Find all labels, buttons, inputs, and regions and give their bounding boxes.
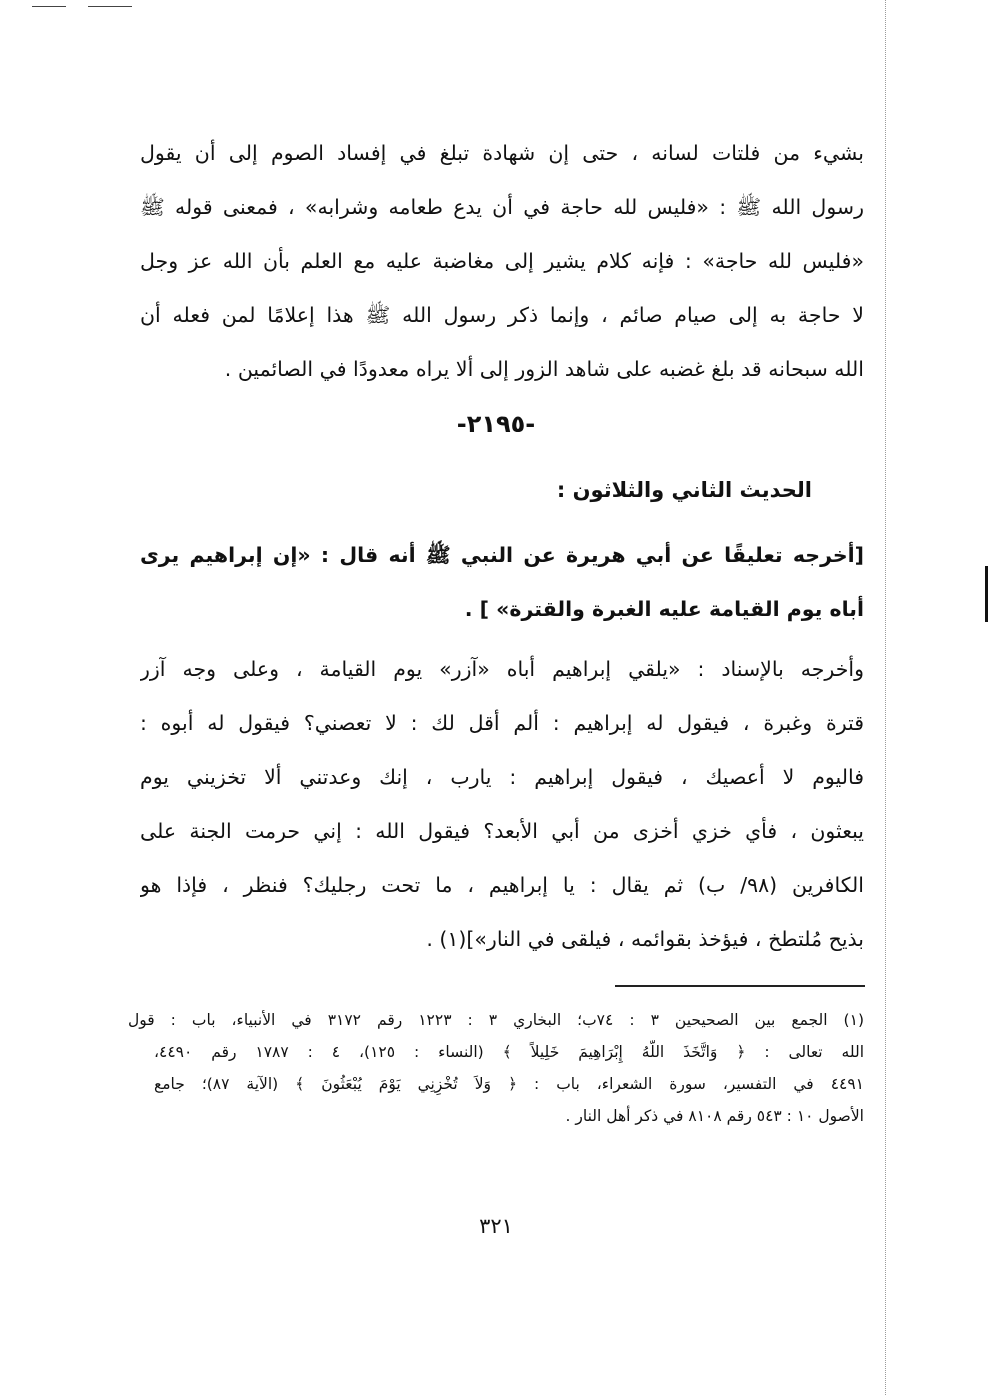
section-title: الحديث الثاني والثلاثون : [556,478,812,502]
footnote-line: الأصول ١٠ : ٥٤٣ رقم ٨١٠٨ في ذكر أهل النار . [565,1107,864,1125]
page-number: ٣٢١ [479,1214,513,1238]
text-line: رسول الله ﷺ : «فليس لله حاجة في أن يدع طعامه وشرابه» ، فمعنى قوله ﷺ [140,195,864,219]
text-line: [أخرجه تعليقًا عن أبي هريرة عن النبي ﷺ أنه قال : «إن إبراهيم يرى [140,543,864,567]
hadith-number: -٢١٩٥- [456,410,536,438]
footnote-line: الله تعالى : ﴿ وَاتَّخَذَ اللَّهُ إِبْرَاهِيمَ خَلِيلاً ﴾ (النساء : ١٢٥)، ٤ : ١٧٨٧ رقم ٤٤٩٠، [154,1043,864,1061]
text-line: بشيء من فلتات لسانه ، حتى إن شهادة تبلغ في إفساد الصوم إلى أن يقول [140,141,864,165]
text-line: بذيح مُلتطخ ، فيؤخذ بقوائمه ، فيلقى في النار»](١) . [426,927,864,951]
text-line: فاليوم لا أعصيك ، فيقول إبراهيم : يارب ، إنك وعدتني ألا تخزيني يوم [140,765,864,789]
text-line: الله سبحانه قد بلغ غضبه على شاهد الزور إلى ألا يراه معدودًا في الصائمين . [224,357,864,381]
text-line: أباه يوم القيامة عليه الغبرة والقترة» ] . [464,597,864,621]
footnote-separator [615,985,865,987]
text-line: قترة وغبرة ، فيقول له إبراهيم : ألم أقل لك : لا تعصني؟ فيقول له أبوه : [140,711,864,735]
text-line: يبعثون ، فأي خزي أخزى من أبي الأبعد؟ فيقول الله : إني حرمت الجنة على [140,819,864,843]
header-dash-left [32,6,66,7]
text-line: لا حاجة به إلى صيام صائم ، وإنما ذكر رسول الله ﷺ هذا إعلامًا لمن فعله أن [140,303,864,327]
header-dash-right [88,6,132,7]
text-line: «فليس لله حاجة» : فإنه كلام يشير إلى مغاضبة عليه مع العلم بأن الله عز وجل [140,249,864,273]
margin-mark [985,566,988,622]
text-line: وأخرجه بالإسناد : «يلقي إبراهيم أباه «آزر» يوم القيامة ، وعلى وجه آزر [140,657,864,681]
page-edge-dotted-line [885,0,886,1395]
footnote-line: ٤٤٩١ في التفسير، سورة الشعراء، باب : ﴿ وَلاَ تُخْزِنِي يَوْمَ يُبْعَثُونَ ﴾ (الآية ٨٧)؛ جامع [154,1075,864,1093]
footnote-line: (١) الجمع بين الصحيحين ٣ : ٧٤ب؛ البخاري ٣ : ١٢٢٣ رقم ٣١٧٢ في الأنبياء، باب : قول [128,1011,864,1029]
text-line: الكافرين (٩٨/ ب) ثم يقال : يا إبراهيم ، ما تحت رجليك؟ فنظر ، فإذا هو [140,873,864,897]
